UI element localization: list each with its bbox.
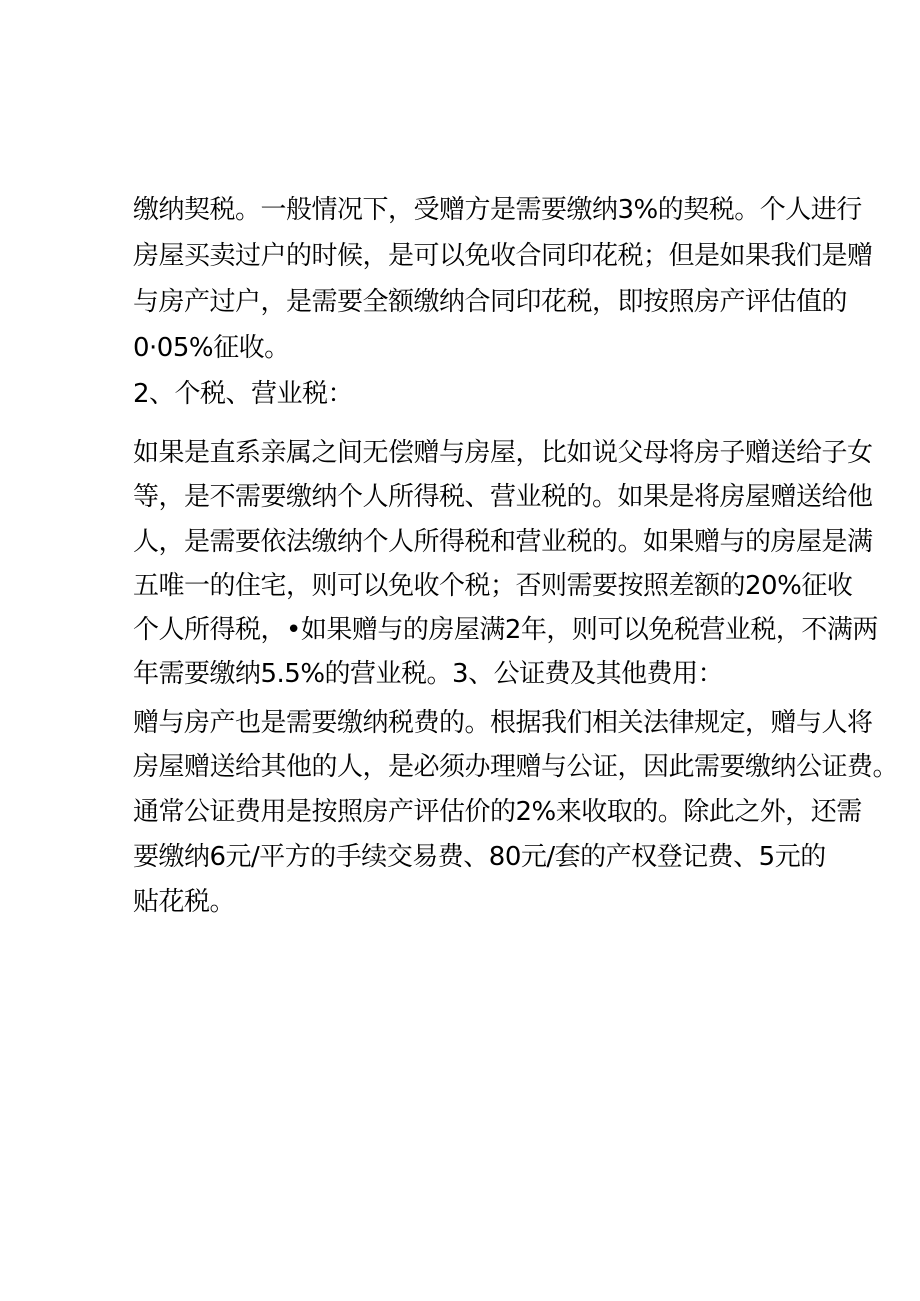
text-line: 人，是需要依法缴纳个人所得税和营业税的。如果赠与的房屋是满: [133, 526, 873, 557]
paragraph-deed-tax: [133, 187, 873, 371]
text-line: 等，是不需要缴纳个人所得税、营业税的。如果是将房屋赠送给他: [133, 482, 873, 513]
text-line: 赠与房产也是需要缴纳税费的。根据我们相关法律规定，赠与人将: [133, 707, 873, 738]
heading-line: 2、个税、营业税：: [133, 379, 354, 409]
text-line: 如果是直系亲属之间无偿赠与房屋，比如说父母将房子赠送给子女: [133, 438, 873, 468]
text-line: 房屋赠送给其他的人，是必须办理赠与公证，因此需要缴纳公证费。: [133, 752, 899, 783]
text-line: 五唯一的住宅，则可以免收个税；否则需要按照差额的20%征收: [133, 570, 853, 601]
text-line: 0·05%征收。: [133, 333, 290, 363]
text-line: 要缴纳6元/平方的手续交易费、80元/套的产权登记费、5元的: [133, 841, 826, 872]
text-line: 与房产过户，是需要全额缴纳合同印花税，即按照房产评估值的: [133, 287, 848, 317]
text-line: 通常公证费用是按照房产评估价的2%来收取的。除此之外，还需: [133, 797, 862, 828]
text-line: 年需要缴纳5.5%的营业税。3、公证费及其他费用：: [133, 659, 724, 690]
section-heading-income-business-tax: [133, 371, 798, 423]
paragraph-income-business-tax: [133, 431, 878, 697]
text-line: 贴花税。: [133, 886, 236, 917]
text-line: 房屋买卖过户的时候，是可以免收合同印花税；但是如果我们是赠: [133, 241, 873, 271]
document-body: [133, 187, 899, 924]
text-line: 个人所得税，•如果赠与的房屋满2年，则可以免税营业税，不满两: [133, 615, 878, 646]
paragraph-notary-fees: [133, 701, 899, 924]
text-line: 缴纳契税。一般情况下，受赠方是需要缴纳3%的契税。个人进行: [133, 195, 862, 225]
